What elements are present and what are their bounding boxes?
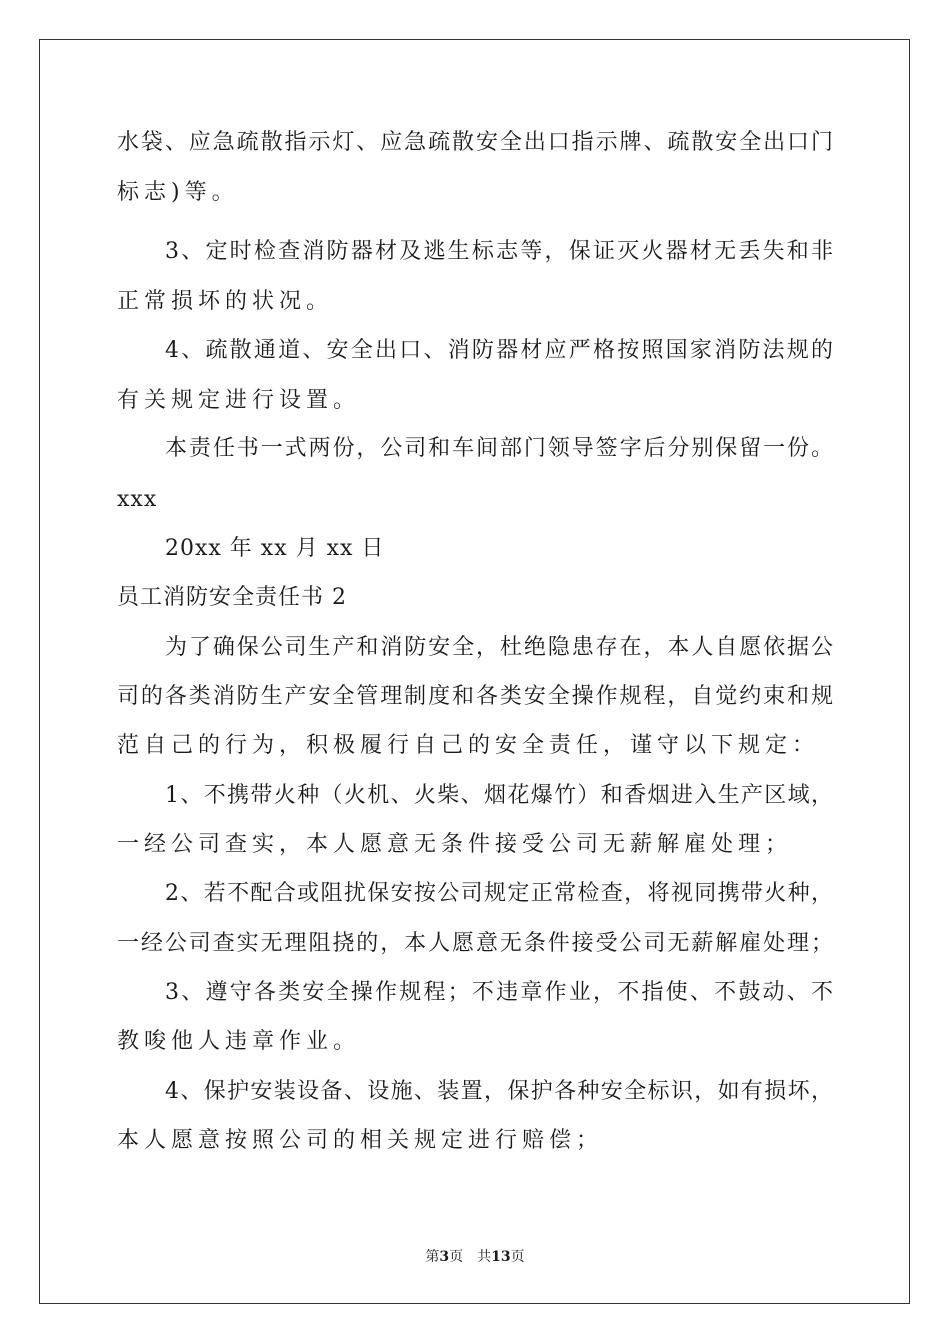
page-frame [39,39,910,1304]
text-line: 3、遵守各类安全操作规程；不违章作业，不指使、不鼓动、不 [165,980,833,1005]
total-prefix: 共 [477,1249,492,1265]
text-line: 本人愿意按照公司的相关规定进行赔偿； [117,1128,604,1153]
text-line: 4、保护安装设备、设施、装置，保护各种安全标识，如有损坏， [165,1079,833,1104]
text-line: 4、疏散通道、安全出口、消防器材应严格按照国家消防法规的 [165,338,833,363]
text-line: 范自己的行为，积极履行自己的安全责任，谨守以下规定： [117,733,820,758]
text-line: 3、定时检查消防器材及逃生标志等，保证灭火器材无丢失和非 [165,239,833,264]
page-footer [0,1248,950,1266]
signature-date: 20xx 年 xx 月 xx 日 [165,536,385,561]
total-suffix: 页 [510,1249,525,1265]
text-line: 本责任书一式两份，公司和车间部门领导签字后分别保留一份。 [165,436,833,461]
text-line: 水袋、应急疏散指示灯、应急疏散安全出口指示牌、疏散安全出口门 [117,130,833,155]
text-line: 1、不携带火种（火机、火柴、烟花爆竹）和香烟进入生产区域， [165,783,833,808]
text-line: 一经公司查实无理阻挠的，本人愿意无条件接受公司无薪解雇处理； [117,931,833,956]
text-line: 教唆他人违章作业。 [117,1029,361,1054]
current-page-number: 3 [439,1249,450,1265]
section-title: 员工消防安全责任书 2 [117,585,347,610]
text-line: 正常损坏的状况。 [117,289,334,314]
text-line: 有关规定进行设置。 [117,388,361,413]
text-line: 为了确保公司生产和消防安全，杜绝隐患存在，本人自愿依据公 [165,635,833,660]
page-prefix: 第 [425,1249,440,1265]
page-suffix: 页 [449,1249,464,1265]
text-line: 2、若不配合或阻扰保安按公司规定正常检查，将视同携带火种， [165,881,833,906]
text-line: 司的各类消防生产安全管理制度和各类安全操作规程，自觉约束和规 [117,684,833,709]
text-line: 标志)等。 [117,180,239,205]
total-page-count: 13 [491,1249,511,1265]
text-line: xxx [117,487,158,512]
text-line: 一经公司查实，本人愿意无条件接受公司无薪解雇处理； [117,832,793,857]
